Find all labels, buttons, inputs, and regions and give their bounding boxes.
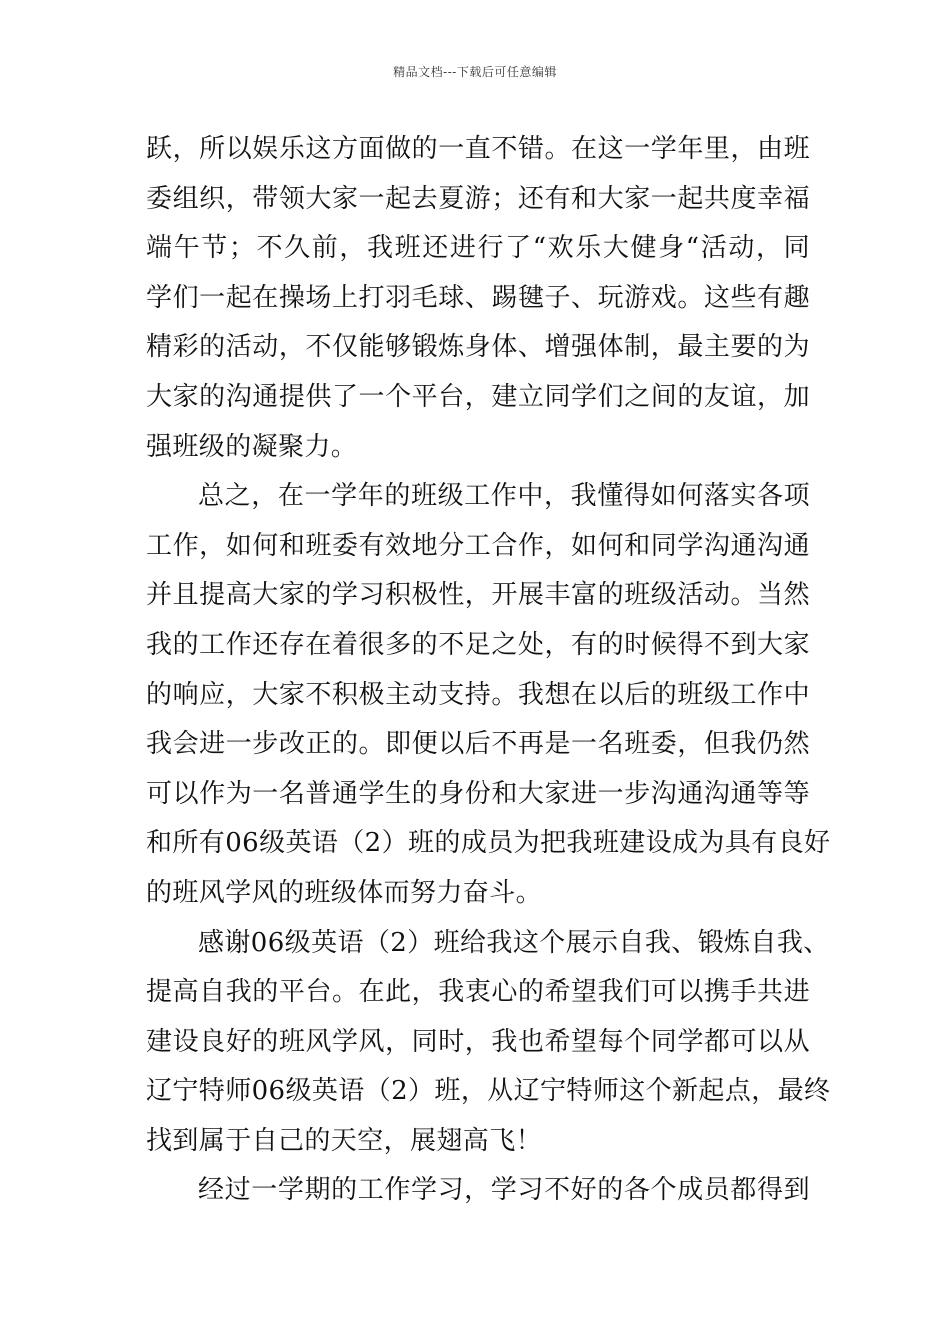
text-line: 和所有06级英语（2）班的成员为把我班建设成为具有良好	[146, 828, 831, 859]
text-line: 提高自我的平台。在此，我衷心的希望我们可以携手共进	[146, 977, 810, 1008]
paragraph-1	[146, 125, 810, 472]
text-line: 可以作为一名普通学生的身份和大家进一步沟通沟通等等	[146, 778, 810, 809]
document-body	[146, 125, 831, 1216]
text-line: 经过一学期的工作学习，学习不好的各个成员都得到	[198, 1175, 810, 1206]
text-line: 大家的沟通提供了一个平台，建立同学们之间的友谊，加	[146, 381, 810, 412]
text-line: 强班级的凝聚力。	[146, 431, 358, 462]
text-line: 总之，在一学年的班级工作中，我懂得如何落实各项	[198, 481, 810, 512]
text-line: 精彩的活动，不仅能够锻炼身体、增强体制，最主要的为	[146, 332, 810, 363]
text-line: 建设良好的班风学风，同时，我也希望每个同学都可以从	[146, 1026, 810, 1057]
text-line: 的响应，大家不积极主动支持。我想在以后的班级工作中	[146, 679, 810, 710]
text-line: 找到属于自己的天空，展翅高飞！	[146, 1125, 543, 1156]
page-header: 精品文档---下载后可任意编辑	[393, 65, 557, 79]
paragraph-3	[146, 919, 831, 1167]
text-line: 学们一起在操场上打羽毛球、踢毽子、玩游戏。这些有趣	[146, 282, 810, 313]
text-line: 我的工作还存在着很多的不足之处，有的时候得不到大家	[146, 629, 810, 660]
text-line: 我会进一步改正的。即便以后不再是一名班委，但我仍然	[146, 729, 810, 760]
text-line: 工作，如何和班委有效地分工合作，如何和同学沟通沟通	[146, 530, 810, 561]
paragraph-2	[146, 472, 831, 918]
text-line: 跃，所以娱乐这方面做的一直不错。在这一学年里，由班	[146, 134, 810, 164]
text-line: 感谢06级英语（2）班给我这个展示自我、锻炼自我、	[198, 927, 830, 958]
text-line: 辽宁特师06级英语（2）班，从辽宁特师这个新起点，最终	[146, 1076, 831, 1107]
text-line: 端午节；不久前，我班还进行了“欢乐大健身“活动，同	[146, 233, 810, 264]
text-line: 的班风学风的班级体而努力奋斗。	[146, 877, 543, 908]
paragraph-4	[146, 1166, 810, 1216]
text-line: 并且提高大家的学习积极性，开展丰富的班级活动。当然	[146, 580, 810, 611]
text-line: 委组织，带领大家一起去夏游；还有和大家一起共度幸福	[146, 183, 810, 214]
